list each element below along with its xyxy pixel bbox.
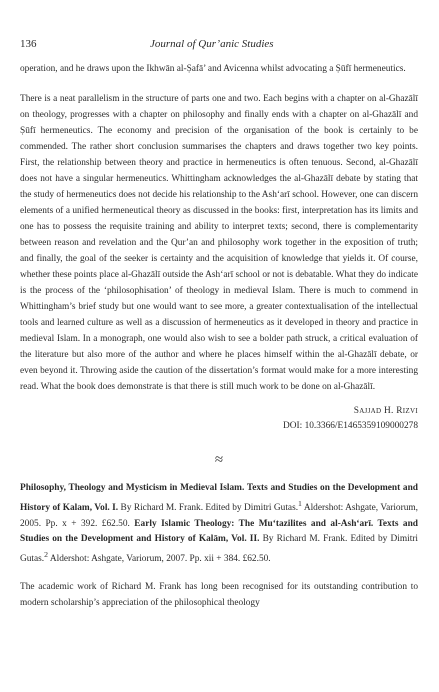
footnote-ref-1[interactable]: 1 (298, 499, 302, 509)
publication-vol-1: Aldershot: Ashgate, Variorum, 2005. Pp. x + 392. £62.50. (20, 503, 418, 529)
page-number: 136 (20, 38, 37, 50)
editors-vol-1: By Richard M. Frank. Edited by Dimitri Gutas. (118, 503, 299, 514)
opening-paragraph: operation, and he draws upon the Ikhwān al-Ṣafā’ and Avicenna whilst advocating a Ṣūfī hermeneutics. (20, 64, 406, 74)
journal-page (20, 37, 418, 611)
book-title-vol-1: Philosophy, Theology and Mysticism in Medieval Islam. Texts and Studies on the Development and History of Kalam, Vol. I. (20, 483, 418, 514)
closing-paragraph: The academic work of Richard M. Frank has long been recognised for its outstanding contribution to modern scholarship’s appreciation of the philosophical theology (20, 582, 418, 609)
doi-line: DOI: 10.3366/E1465359109000278 (283, 421, 418, 431)
journal-title: Journal of Qur’anic Studies (150, 38, 274, 50)
reviewer-name: Sajjad H. Rizvi (353, 406, 418, 416)
book-title-vol-2: Early Islamic Theology: The Mu‘tazilites and al-Ash‘arī. Texts and Studies on the Development and History of Kalām, Vol. II. (20, 518, 418, 544)
section-divider-icon: ≈ (214, 452, 224, 468)
review-paragraph: There is a neat parallelism in the structure of parts one and two. Each begins with a chapter on al-Ghazālī on theology, progresses with a chapter on philosophy and finally ends with a chapter on al-Ghazālī and Ṣūfī hermeneutics. The economy and precision of the organisation of the book is certainly to be commended. The rather short conclusion summarises the chapters and draws together two key points. First, the relationship between theory and practice in hermeneutics is often tenuous. Second, al-Ghazālī does not have a singular hermeneutics. Whittingham acknowledges the al-Ghazālī debate by stating that the study of hermeneutics does not decide his relationship to the Ash‘arī school. However, one can discern elements of a unified hermeneutical theory as discussed in the books: first, interpretation has its limits and one has to possess the requisite training and ability to interpret texts; second, there is complementarity between reason and revelation and the Qur’an and philosophy work together in the exposition of truth; and finally, the goal of the seeker is certainty and the acquisition of knowledge that yields it. Of course, whether these points place al-Ghazālī outside the Ash‘arī school or not is debatable. What they do indicate is the process of the ‘philosophisation’ of theology in medieval Islam. There is much to commend in Whittingham’s brief study but one would want to see more, a greater contextualisation of the intellectual tools and learned culture as well as a discussion of hermeneutics as it developed in theory and practice in medieval Islam. In a monograph, one would also wish to see a bolder path struck, a critical evaluation of the literature but also more of the author and where he places himself within the al-Ghazālī debate, or even beyond it. Throwing aside the caution of the dissertation’s format would make for a more interesting read. What the book does demonstrate is that there is still much work to be done on al-Ghazālī. (20, 94, 418, 392)
running-header (20, 37, 418, 51)
editors-vol-2: By Richard M. Frank. Edited by Dimitri Gutas. (20, 533, 419, 565)
footnote-ref-2[interactable]: 2 (44, 549, 49, 559)
publication-vol-2: Aldershot: Ashgate, Variorum, 2007. Pp. xii + 384. £62.50. (48, 554, 271, 565)
review-citation (20, 481, 418, 567)
